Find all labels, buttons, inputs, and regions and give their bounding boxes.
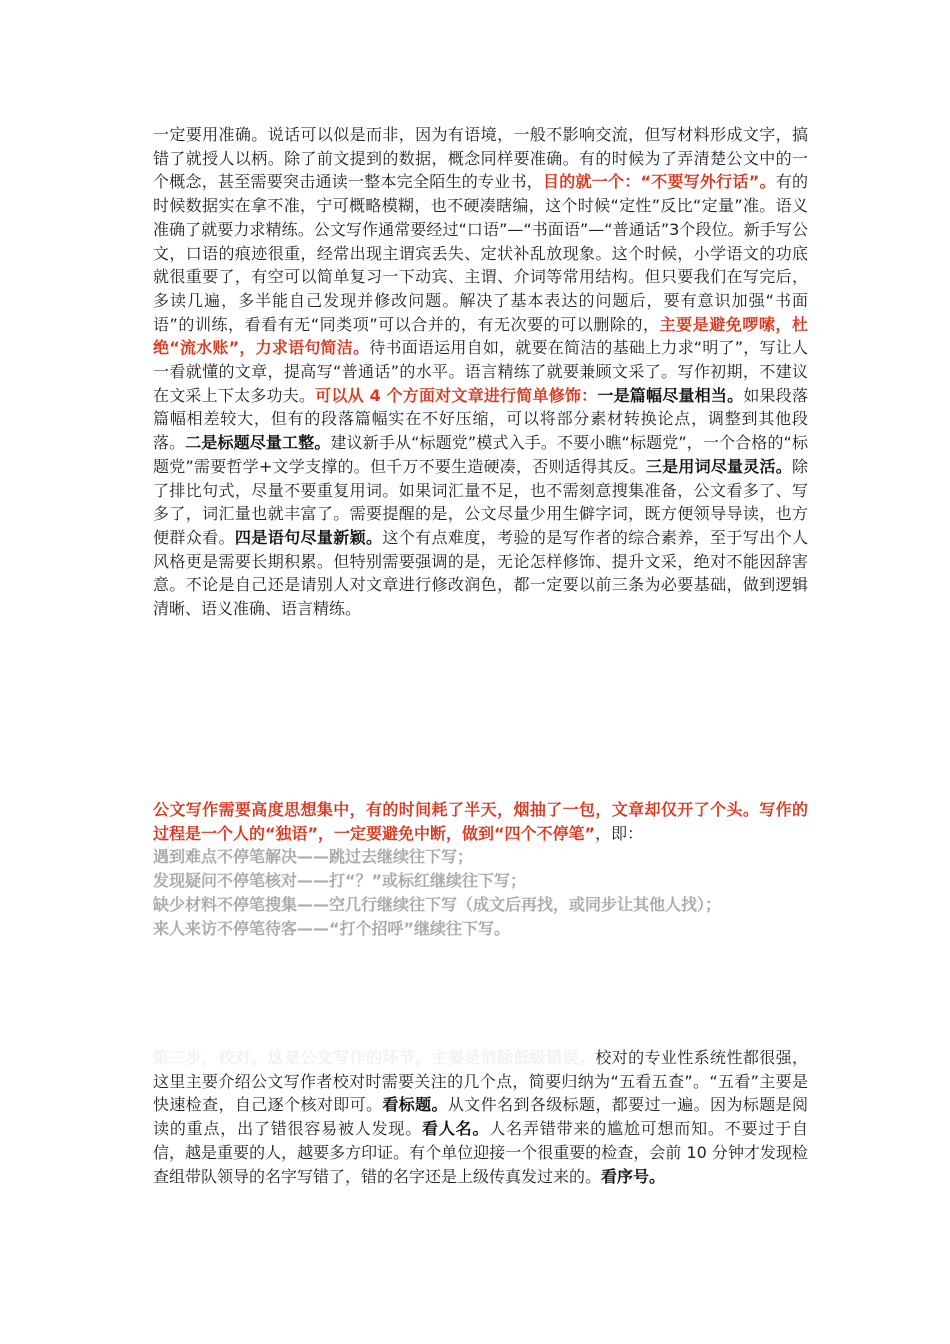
body-text: 建议新手从“标题党”模式入手。不要小瞧“标题党”，一个合格的“标题党”需要哲学+文学支撑的。但千万不要生造硬凑，否则适得其反。: [153, 433, 808, 476]
bold-point-3: 三是用词尽量灵活。: [645, 456, 792, 476]
paragraph-proofreading: [153, 1046, 808, 1188]
highlight-text: 目的就一个：“不要写外行话”。: [542, 172, 776, 192]
body-text: 待书面语运用自如，就要在简洁的基础上力求“明了”，写让人一看就懂的文章，提高写“普通话”的水平。语言精练了就要兼顾文采了。写作初期，不建议在文采上下太多功夫。: [153, 338, 808, 405]
highlight-text: 可以从 4 个方面对文章进行简单修饰：: [315, 385, 598, 405]
body-text: 校对的专业性系统性都很强，这里主要介绍公文写作者校对时需要关注的几个点，简要归纳为“五看五查”。“五看”主要是快速检查，自己逐个核对即可。: [153, 1048, 808, 1115]
body-text: 从文件名到各级标题，都要过一遍。因为标题是阅读的重点，出了错很容易被人发现。: [153, 1095, 808, 1139]
body-text: 如果段落篇幅相差较大，但有的段落篇幅实在不好压缩，可以将部分素材转换论点，调整到其他段落。: [153, 385, 808, 453]
faint-heading-text: 第三步，校对。这是公文写作的环节，主要是消除低级错误。: [153, 1048, 596, 1067]
bold-check-title: 看标题。: [382, 1095, 448, 1115]
bold-point-2: 二是标题尽量工整。: [185, 433, 331, 453]
list-item: 发现疑问不停笔核对——打“？”或标红继续往下写；: [153, 871, 527, 891]
body-text: 除了排比句式，尽量不要重复用词。如果词汇量不足，也不需刻意搜集准备，公文看多了、写多了，词汇量也就丰富了。需要提醒的是，公文尽量少用生僻字词，既方便领导导读，也方便群众看。: [153, 456, 808, 547]
body-text: 这个有点难度，考验的是写作者的综合素养，至于写出个人风格更是需要长期积累。但特别需要强调的是，无论怎样修饰、提升文采，绝对不能因辞害意。不论是自己还是请别人对文章进行修改润色，都一定要以前三条为必要基础，做到逻辑清晰、语义准确、语言精练。: [153, 527, 808, 619]
list-item: 来人来访不停笔待客——“打个招呼”继续往下写。: [153, 918, 511, 938]
paragraph-accuracy-and-refinement: [153, 123, 808, 621]
bold-check-numbering: 看序号。: [601, 1166, 666, 1186]
bold-point-1: 一是篇幅尽量相当。: [597, 385, 744, 405]
highlight-text: 主要是避免啰嗦，杜绝“流水账”，力求语句简洁。: [153, 314, 808, 358]
paragraph-four-no-stops: [153, 798, 808, 940]
bold-check-names: 看人名。: [422, 1119, 490, 1139]
body-text: 人名弄错带来的尴尬可想而知。不要过于自信，越是重要的人，越要多方印证。有个单位迎接一个很重要的检查，会前 10 分钟才发现检查组带队领导的名字写错了，错的名字还是上级传真发过来的。: [153, 1119, 808, 1186]
body-text: 一定要用准确。说话可以似是而非，因为有语境，一般不影响交流，但写材料形成文字，搞错了就授人以柄。除了前文提到的数据，概念同样要准确。有的时候为了弄清楚公文中的一个概念，甚至需要突击通读一整本完全陌生的专业书，: [153, 125, 808, 192]
body-text: ，即：: [595, 823, 644, 843]
list-item: 遇到难点不停笔解决——跳过去继续往下写；: [153, 847, 474, 867]
list-item: 缺少材料不停笔搜集——空几行继续往下写（成文后再找，或同步让其他人找）；: [153, 894, 722, 914]
body-text: 有的时候数据实在拿不准，宁可概略模糊，也不硬凑瞎编，这个时候“定性”反比“定量”准。语义准确了就要力求精练。公文写作通常要经过“口语”—“书面语”—“普通话”3个段位。新手写公文，口语的痕迹很重，经常出现主谓宾丢失、定状补乱放现象。这个时候，小学语文的功底就很重要了，有空可以简单复习一下动宾、主谓、介词等常用结构。但只要我们在写完后，多读几遍，多半能自己发现并修改问题。解决了基本表达的问题后，要有意识加强“书面语”的训练，看看有无“同类项”可以合并的，有无次要的可以删除的，: [153, 172, 808, 334]
bold-point-4: 四是语句尽量新颖。: [234, 527, 383, 547]
highlight-text: 公文写作需要高度思想集中，有的时间耗了半天，烟抽了一包，文章却仅开了个头。写作的过程是一个人的“独语”，一定要避免中断，做到“四个不停笔”: [153, 800, 808, 843]
